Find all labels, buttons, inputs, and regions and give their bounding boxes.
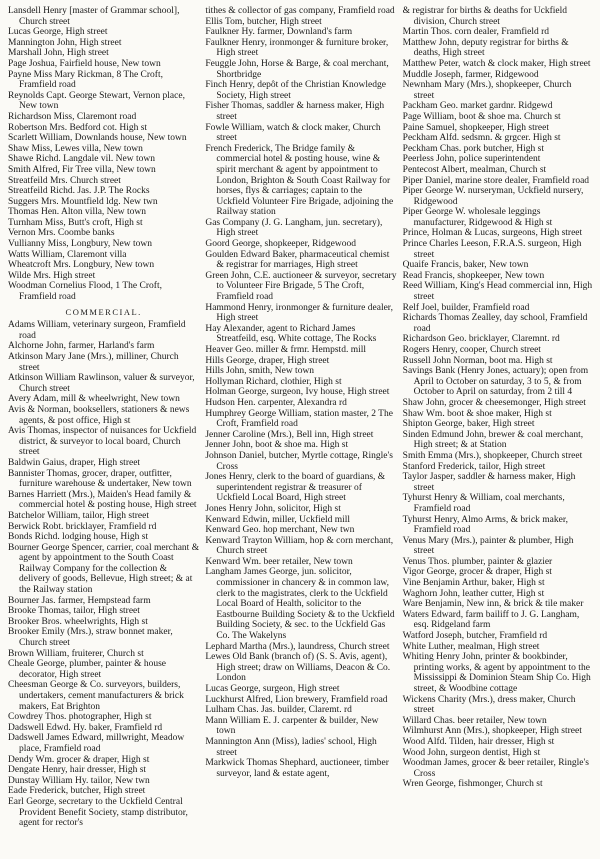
directory-entry: Jenner John, boot & shoe ma. High st: [205, 440, 349, 451]
directory-entry: Lansdell Henry [master of Grammar school], Church street: [8, 6, 180, 27]
directory-entry: Page William, boot & shoe ma. Church st: [402, 111, 561, 122]
directory-entry: Brooker Bros. wheelwrights, High st: [8, 616, 148, 627]
directory-entry: Vullianny Miss, Longbury, New town: [8, 239, 152, 250]
directory-entry: Bourner George Spencer, carrier, coal merchant & agent by appointment to the South Coast Railway Company for the collection & delivery of goods, Bellevue, High street; & at the Railway station: [8, 542, 200, 596]
directory-entry: Kenward Geo. hop merchant, New twn: [205, 525, 355, 536]
column-left: [8, 6, 199, 859]
directory-entry: Piper George W. wholesale leggings manufacturer, Ridgewood & High st: [402, 207, 553, 228]
directory-entry: Relf Joel, builder, Framfield road: [402, 302, 530, 313]
directory-entry: Payne Miss Mary Rickman, 8 The Croft, Framfield road: [8, 69, 163, 91]
directory-entry: Reed William, King's Head commercial inn, High street: [402, 281, 593, 303]
directory-entry: Dunstay William Hy. tailor, New twn: [8, 775, 150, 786]
directory-entry: Smith Alfred, Fir Tree villa, New town: [8, 164, 156, 175]
directory-entry: Venus Thos. plumber, painter & glazier: [402, 556, 553, 567]
directory-entry: Goulden Edward Baker, pharmaceutical chemist & registrar for marriages, High street: [205, 249, 390, 271]
directory-entry: Ware Benjamin, New inn, & brick & tile maker: [402, 599, 584, 610]
directory-entry: Gas Company (J. G. Langham, jun. secretary), High street: [205, 217, 383, 239]
directory-entry: Humphrey George William, station master, 2 The Croft, Framfield road: [205, 408, 393, 430]
directory-entry: Bonds Richd. lodging house, High st: [8, 532, 149, 543]
directory-entry: Faulkner Henry, ironmonger & furniture broker, High street: [205, 37, 389, 59]
directory-entry: Streatfeild Mrs. Church street: [8, 175, 121, 186]
directory-entry: Streatfeild Richd. Jas. J.P. The Rocks: [8, 186, 150, 197]
directory-entry: Atkinson Mary Jane (Mrs.), milliner, Church street: [8, 352, 179, 373]
directory-entry: Mannington John, High street: [8, 37, 122, 48]
directory-entry: tithes & collector of gas company, Framfield road: [205, 6, 395, 16]
directory-entry: Rogers Henry, cooper, Church street: [402, 345, 541, 355]
directory-entry: Savings Bank (Henry Jones, actuary); open from April to October on saturday, 3 to 5, & from October to April on saturday, from 2 till 4: [402, 366, 589, 398]
directory-entry: Mannington Ann (Miss), ladies' school, High street: [205, 736, 377, 758]
directory-entry: Matthew John, deputy registrar for births & deaths, High street: [402, 37, 569, 59]
directory-entry: Wood John, surgeon dentist, High st: [402, 747, 541, 758]
directory-entry: Whiting Henry John, printer & bookbinder, printing works, & agent by appointment to the Mississippi & Dominion Steam Ship Co. High street, & Woodbine cottage: [402, 652, 591, 694]
directory-entry: Lucas George, surgeon, High street: [205, 684, 340, 694]
directory-entry: Avery Adam, mill & wheelwright, New town: [8, 394, 180, 405]
directory-entry: Tyhurst Henry & William, coal merchants, Framfield road: [402, 493, 565, 514]
directory-entry: Paine Samuel, shopkeeper, High street: [402, 122, 549, 133]
directory-entry: Luckhurst Alfred, Lion brewery, Framfield road: [205, 694, 388, 705]
directory-entry: Dengate Henry, hair dresser, High st: [8, 765, 147, 776]
directory-entry: Sinden Edmund John, brewer & coal merchant, High street; & at Station: [402, 429, 584, 451]
directory-entry: Jenner Caroline (Mrs.), Bell inn, High street: [205, 429, 374, 440]
directory-entry: Hay Alexander, agent to Richard James Streatfeild, esq. White cottage, The Rocks: [205, 323, 377, 345]
directory-entry: Baldwin Gaius, draper, High street: [8, 457, 141, 468]
directory-entry: Berwick Robt. bricklayer, Framfield rd: [8, 521, 157, 532]
directory-entry: Venus Mary (Mrs.), painter & plumber, High street: [402, 535, 574, 557]
directory-entry: Peckham Chas. pork butcher, High st: [402, 143, 544, 154]
directory-entry: Turnham Miss, Butt's croft, High st: [8, 217, 143, 228]
directory-entry: Lephard Martha (Mrs.), laundress, Church street: [205, 641, 390, 652]
column-right: [403, 6, 594, 859]
directory-entry: Thomas Hen. Alton villa, New town: [8, 207, 146, 218]
directory-entry: Johnson Daniel, butcher, Myrtle cottage, Ringle's Cross: [205, 450, 393, 472]
directory-entry: Vine Benjamin Arthur, baker, High st: [402, 578, 545, 589]
directory-entry: Quaife Francis, baker, New town: [402, 260, 529, 271]
directory-entry: Finch Henry, depôt of the Christian Knowledge Society, High street: [205, 80, 386, 101]
directory-entry: Fisher Thomas, saddler & harness maker, High street: [205, 101, 385, 122]
directory-entry: Shaw Miss, Lewes villa, New town: [8, 143, 143, 154]
directory-entry: Wren George, fishmonger, Church st: [402, 779, 543, 790]
directory-entry: Lulham Chas. Jas. builder, Claremt. rd: [205, 705, 352, 716]
directory-entry: Richardson Geo. bricklayer, Claremnt. rd: [402, 334, 560, 345]
directory-entry: Hudson Hen. carpenter, Alexandra rd: [205, 397, 347, 408]
directory-entry: Heaver Geo. miller & frmr. Hempstd. mill: [205, 345, 366, 355]
directory-entry: Kenward Wm. beer retailer, New town: [205, 556, 353, 567]
directory-entry: Scarlett William, Downlands house, New town: [8, 133, 187, 144]
directory-entry: Brown William, fruiterer, Church st: [8, 648, 144, 659]
directory-entry: Piper Daniel, marine store dealer, Framfield road: [402, 175, 590, 186]
directory-columns: [8, 6, 594, 859]
directory-entry: Bourner Jas. farmer, Hempstead farm: [8, 595, 151, 606]
directory-entry: French Frederick, The Bridge family & commercial hotel & posting house, wine & spirit merchant & agent by appointment to London, Brighton & South Coast Railway for horses, flys & carriages; captain to the Uckfield Volunteer Fire Brigade, adjoining the Railway station: [205, 143, 394, 218]
directory-entry: Watts William, Claremont villa: [8, 249, 127, 260]
directory-entry: Dendy Wm. grocer & draper, High st: [8, 754, 150, 765]
directory-entry: Faulkner Hy. farmer, Downland's farm: [205, 27, 353, 38]
directory-entry: Hills John, smith, New town: [205, 366, 315, 377]
directory-entry: Tyhurst Henry, Almo Arms, & brick maker, Framfield road: [402, 514, 569, 536]
directory-entry: Kenward Trayton William, hop & corn merchant, Church street: [205, 535, 394, 557]
directory-entry: Earl George, secretary to the Uckfield Central Provident Benefit Society, stamp distributor, agent for rector's: [8, 796, 188, 829]
directory-entry: Suggers Mrs. Mountfield ldg. New twn: [8, 196, 158, 207]
directory-entry: Russell John Norman, boot ma. High st: [402, 355, 553, 366]
directory-entry: Bannister Thomas, grocer, draper, outfitter, furniture warehouse & undertaker, New town: [8, 468, 192, 490]
directory-entry: Cowdrey Thos. photographer, High st: [8, 712, 152, 723]
directory-entry: Willard Chas. beer retailer, New town: [402, 715, 547, 726]
directory-entry: Batchelor William, tailor, High street: [8, 510, 149, 521]
directory-entry: Holman George, surgeon, Ivy house, High street: [205, 387, 390, 398]
directory-entry: Waters Edward, farm bailiff to J. G. Langham, esq. Ridgeland farm: [402, 609, 580, 631]
directory-entry: Fowle William, watch & clock maker, Church street: [205, 122, 381, 144]
directory-entry: Piper George W. nurseryman, Uckfield nursery, Ridgewood: [402, 186, 584, 207]
directory-entry: Shawe Richd. Langdale vil. New town: [8, 154, 155, 165]
directory-entry: Richardson Miss, Claremont road: [8, 111, 137, 122]
directory-entry: Hollyman Richard, clothier, High st: [205, 376, 342, 387]
directory-entry: Taylor Jasper, saddler & harness maker, High street: [402, 472, 576, 493]
directory-entry: Feuggle John, Horse & Barge, & coal merchant, Shortbridge: [205, 58, 389, 80]
directory-entry: Goord George, shopkeeper, Ridgewood: [205, 239, 356, 250]
column-middle: [205, 6, 396, 859]
directory-entry: Jones Henry, clerk to the board of guardians, & superintendent registrar & treasurer of Uckfield Local Board, High street: [205, 472, 386, 504]
directory-entry: Alchorne John, farmer, Harland's farm: [8, 341, 155, 352]
directory-entry: Pentecost Albert, mealman, Church st: [402, 164, 547, 175]
directory-entry: Atkinson William Rawlinson, valuer & surveyor, Church street: [8, 373, 195, 394]
directory-entry: Lewes Old Bank (branch of) (S. S. Avis, agent), High street; draw on Williams, Deacon & Co. London: [205, 652, 391, 684]
directory-entry: Reynolds Capt. George Stewart, Vernon place, New town: [8, 90, 185, 112]
directory-entry: Page Joshua, Fairfield house, New town: [8, 58, 161, 69]
directory-entry: Brooker Emily (Mrs.), straw bonnet maker, Church street: [8, 627, 173, 649]
directory-entry: Woodman James, grocer & beer retailer, Ringle's Cross: [402, 758, 589, 779]
directory-entry: Packham Geo. market gardnr. Ridgewd: [402, 101, 553, 112]
directory-entry: Wood Alfd. Tilden, hair dresser, High st: [402, 736, 555, 747]
directory-entry: Jones Henry John, solicitor, High st: [205, 503, 341, 514]
directory-entry: Robertson Mrs. Bedford cot. High st: [8, 122, 148, 133]
directory-entry: Shaw Wm. boot & shoe maker, High st: [402, 408, 552, 419]
directory-entry: Wilmhurst Ann (Mrs.), shopkeeper, High street: [402, 726, 582, 737]
directory-entry: Peerless John, police superintendent: [402, 154, 541, 165]
directory-entry: Dadswell James Edward, millwright, Meadow place, Framfield road: [8, 733, 185, 754]
directory-entry: Dadswell Edwd. Hy. baker, Framfield rd: [8, 722, 163, 733]
directory-entry: Eade Frederick, butcher, High street: [8, 786, 146, 797]
directory-entry: Cheale George, plumber, painter & house decorator, High street: [8, 659, 166, 680]
directory-entry: & registrar for births & deaths for Uckfield division, Church street: [402, 6, 568, 27]
directory-entry: Vigor George, grocer & draper, High st: [402, 567, 552, 578]
directory-entry: Avis & Norman, booksellers, stationers & news agents, & post office, High st: [8, 404, 190, 426]
directory-entry: Adams William, veterinary surgeon, Framfield road: [8, 320, 186, 341]
directory-entry: Shipton George, baker, High street: [402, 419, 535, 430]
directory-entry: Read Francis, shopkeeper, New town: [402, 270, 545, 281]
directory-entry: Martin Thos. corn dealer, Framfield rd: [402, 27, 550, 38]
directory-entry: Stanford Frederick, tailor, High street: [402, 461, 546, 472]
directory-entry: Mann William E. J. carpenter & builder, New town: [205, 715, 379, 737]
directory-entry: Langham James George, jun. solicitor, commissioner in chancery & in common law, clerk to the magistrates, clerk to the Uckfield Local Board of Health, solicitor to the Eastbourne Building Society & to the Uckfield Building Society, & sec. to the Uckfield Gas Co. The Wakelyns: [205, 567, 395, 642]
directory-entry: Waghorn John, leather cutter, High st: [402, 588, 545, 599]
directory-entry: Marshall John, High street: [8, 48, 109, 59]
directory-entry: Green John, C.E. auctioneer & surveyor, secretary to Volunteer Fire Brigade, 5 The Croft, Framfield road: [205, 270, 397, 303]
directory-entry: Hills George, draper, High street: [205, 355, 330, 366]
directory-entry: Lucas George, High street: [8, 27, 108, 38]
directory-entry: Vernon Mrs. Coombe banks: [8, 228, 115, 239]
directory-entry: Barnes Harriett (Mrs.), Maiden's Head family & commercial hotel & posting house, High street: [8, 489, 197, 511]
directory-entry: Markwick Thomas Shephard, auctioneer, timber surveyor, land & estate agent,: [205, 758, 389, 779]
directory-entry: Wickens Charity (Mrs.), dress maker, Church street: [402, 694, 576, 716]
directory-entry: Newnham Mary (Mrs.), shopkeeper, Church street: [402, 80, 572, 101]
directory-entry: Avis Thomas, inspector of nuisances for Uckfield district, & surveyor to local board, Church street: [8, 426, 197, 458]
directory-entry: Muddle Joseph, farmer, Ridgewood: [402, 69, 539, 80]
section-heading: COMMERCIAL.: [65, 306, 142, 317]
directory-entry: Matthew Peter, watch & clock maker, High street: [402, 58, 591, 69]
directory-entry: White Luther, mealman, High street: [402, 641, 540, 652]
directory-entry: Ellis Tom, butcher, High street: [205, 16, 322, 27]
directory-entry: Prince Charles Leeson, F.R.A.S. surgeon, High street: [402, 239, 582, 260]
directory-entry: Peckham Alfd. sedsmn. & grgcer. High st: [402, 133, 561, 144]
directory-entry: Richards Thomas Zealley, day school, Framfield road: [402, 313, 588, 334]
directory-entry: Watford Joseph, butcher, Framfield rd: [402, 631, 548, 642]
directory-entry: Kenward Edwin, miller, Uckfield mill: [205, 514, 351, 525]
directory-entry: Smith Emma (Mrs.), shopkeeper, Church street: [402, 450, 583, 461]
directory-entry: Woodman Cornelius Flood, 1 The Croft, Framfield road: [8, 281, 162, 303]
directory-entry: Brooke Thomas, tailor, High street: [8, 606, 140, 617]
directory-entry: Prince, Holman & Lucas, surgeons, High street: [402, 228, 583, 239]
directory-entry: Hammond Henry, ironmonger & furniture dealer, High street: [205, 302, 393, 324]
directory-entry: Shaw John, grocer & cheesemonger, High street: [402, 397, 586, 408]
directory-entry: Wilde Mrs. High street: [8, 270, 96, 281]
directory-entry: Cheesman George & Co. surveyors, builders, undertakers, cement manufacturers & brick makers, Eat Brighton: [8, 680, 184, 712]
directory-entry: Wheatcroft Mrs. Longbury, New town: [8, 260, 155, 271]
